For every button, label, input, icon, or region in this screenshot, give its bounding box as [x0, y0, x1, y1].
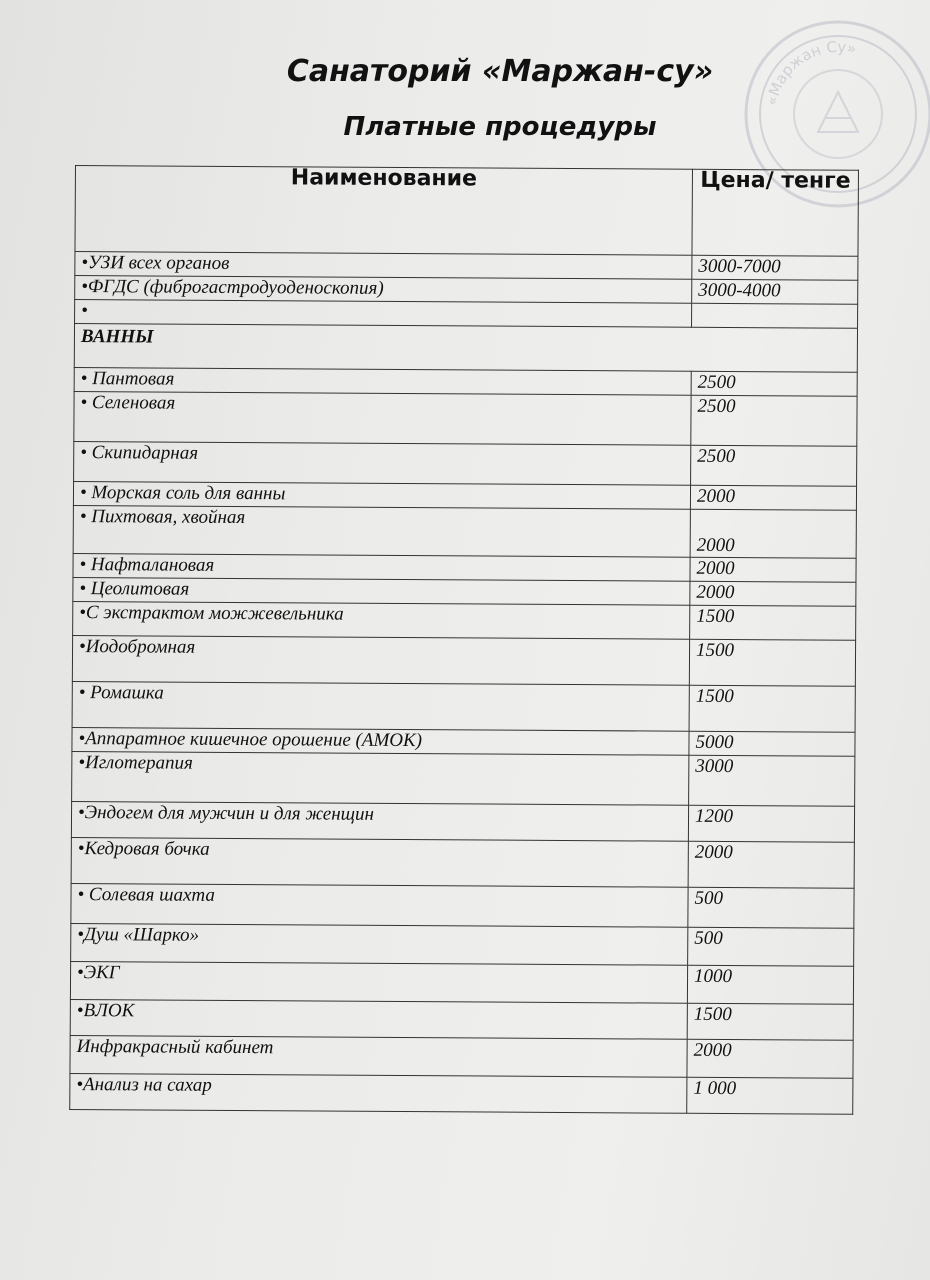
- table-row: •Эндогем для мужчин и для женщин 1200: [71, 801, 854, 842]
- table-row: •Иглотерапия 3000: [72, 751, 855, 806]
- table-row: •: [75, 300, 858, 329]
- section-heading: ВАННЫ: [74, 324, 857, 373]
- table-row: •ФГДС (фиброгастродуоденоскопия) 3000-4000: [75, 276, 858, 305]
- table-row: • Солевая шахта 500: [71, 883, 854, 928]
- table-row: •С экстрактом можжевельника 1500: [73, 601, 856, 640]
- table-row: • Нафталановая 2000: [73, 553, 856, 582]
- svg-text:«Маржан Су»: «Маржан Су»: [762, 37, 858, 108]
- table-row: •Душ «Шарко» 500: [71, 923, 854, 966]
- column-header-price: Цена/ тенге: [692, 169, 859, 256]
- section-row: [74, 324, 857, 373]
- table-row: •ЭКГ 1000: [70, 961, 853, 1004]
- table-row: •Иодобромная 1500: [72, 635, 855, 686]
- table-row: • Пантовая 2500: [74, 367, 857, 396]
- table-row: • Цеолитовая 2000: [73, 577, 856, 606]
- table-row: •Анализ на сахар 1 000: [70, 1073, 853, 1114]
- table-row: • Скипидарная 2500: [74, 441, 857, 486]
- table-row: •Кедровая бочка 2000: [71, 837, 854, 888]
- table-row: • Морская соль для ванны 2000: [73, 481, 856, 510]
- price-table: [69, 165, 859, 1115]
- table-row: • Ромашка 1500: [72, 681, 855, 732]
- table-row: • Пихтовая, хвойная 2000: [73, 505, 856, 558]
- column-header-name: Наименование: [75, 166, 693, 256]
- table-row: •УЗИ всех органов 3000-7000: [75, 252, 858, 281]
- table-row: • Селеновая 2500: [74, 391, 857, 446]
- table-row: •Аппаратное кишечное орошение (АМОК) 5000: [72, 727, 855, 756]
- table-row: •ВЛОК 1500: [70, 999, 853, 1040]
- document-subtitle: Платные процедуры: [343, 112, 657, 142]
- document-title: Санаторий «Маржан-су»: [286, 54, 714, 89]
- table-row: Инфракрасный кабинет 2000: [70, 1035, 853, 1078]
